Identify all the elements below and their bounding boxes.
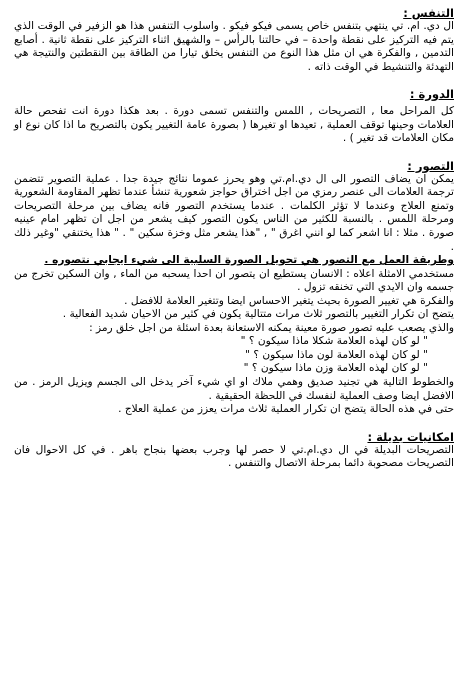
paragraph-alternatives: التصريحات البديلة في ال دي.ام.تي لا حصر لها وجرب بعضها بنجاح باهر . في كل الاحوال فان التصريحات مصحوبة دائما بمرحلة الاتصال والتنفس . (14, 443, 454, 470)
subheading-method: وطريقة العمل مع التصور هي تحويل الصورة السلبية الى شيء ايجابي نتصوره . (44, 254, 454, 267)
spacer (14, 146, 454, 159)
paragraph-visualization-questions-intro: والذي يصعب عليه تصور صورة معينة يمكنه الاستعانة بعدة اسئلة من اجل خلق رمز : (89, 321, 454, 334)
spacer (14, 417, 454, 430)
question-item: " لو كان لهذه العلامة وزن ماذا سيكون ؟ " (243, 362, 428, 375)
paragraph-visualization-conclusion: حتى في هذه الحالة يتضح ان تكرار العملية ثلاث مرات يعزز من عملية العلاج . (118, 403, 454, 416)
question-list (14, 335, 454, 376)
section-heading-visualization: التصور : (407, 158, 454, 173)
paragraph-visualization-example: مستخدمي الامثلة اعلاه : الانسان يستطيع ان يتصور ان احدا يسحبه من الماء , وان السكين تخرج من جسمه وان الايدي التي تخنقه تزول . (14, 267, 454, 294)
paragraph-visualization-intro: يمكن ان يضاف التصور الى ال دي.ام.تي وهو يحرز عموما نتائج جيدة جدا . عملية التصوير تتضمن ترجمة العلامات الى عنصر رمزي من اجل اختراق حواجز شعورية تنشأ عندما تظهر المقاومة الشعورية وتمنع العلاج وعندما لا تؤثر الكلمات . عندما يستخدم التصور فانه يضاف بين مرحلة التصريحات ومرحلة اللمس . بالنسبة للكثير من الناس يكون التصور كيف يشعر من اجل ان تظهر امام عينيه صورة . مثلا : انا اشعر كما لو انني اغرق " , "هذا يشعر مثل وخزة سكين " . " هذا يختنقي "وغير ذلك . (14, 172, 454, 253)
paragraph-cycle: كل المراحل معا , التصريحات , اللمس والتنفس تسمى دورة . بعد هكذا دورة انت تفحص حالة العلامات وحينها توقف العملية , تعيدها او تغيرها ( بصورة عامة التغيير يكون بالتصريح ما اذا كان نوع او مكان العلامات قد تغير ) . (14, 105, 454, 145)
section-breathing (14, 6, 454, 74)
section-cycle (14, 87, 454, 146)
section-heading-cycle: الدورة : (409, 87, 454, 102)
section-visualization (14, 159, 454, 417)
spacer (14, 74, 454, 87)
paragraph-visualization-friend: والخطوط التالية هي تجنيد صديق وهمي ملاك او اي شيء آخر يدخل الى الجسم ويزيل الرمز . من الافضل ايضا وصف العملية لنفسك في اللحظة الحقيقية . (14, 376, 454, 402)
section-heading-breathing: التنفس : (403, 6, 454, 20)
section-alternatives (14, 430, 454, 471)
question-item: " لو كان لهذه العلامة لون ماذا سيكون ؟ " (245, 348, 428, 361)
question-item: " لو كان لهذه العلامة شكلا ماذا سيكون ؟ " (240, 335, 428, 348)
section-heading-alternatives: امكانيات بديلة : (367, 429, 454, 444)
paragraph-visualization-idea: والفكرة هي تغيير الصورة بحيث يتغير الاحساس ايضا وتتغير العلامة للافضل . (124, 294, 454, 307)
paragraph-breathing: ال دي. ام. تي ينتهي بتنفس خاص يسمى فيكو فيكو . واسلوب التنفس هذا هو الزفير في الوقت الذي يتم فيه التركيز على نقطة واحدة – في حالتنا بالرأس – والشهيق اثناء التركيز على نقطة ثانية . أصابع التدمين , والفكرة هي ان مثل هذا النوع من التنفس يخلق تيارا من الطاقة بين النقطتين والنتيجة هي التهدئة والتنشيط في الوقت ذاته . (14, 20, 454, 73)
paragraph-visualization-repeat: يتضح ان تكرار التغيير بالتصور ثلاث مرات متتالية يكون في كثير من الاحيان شديد الفعالية . (62, 308, 454, 321)
